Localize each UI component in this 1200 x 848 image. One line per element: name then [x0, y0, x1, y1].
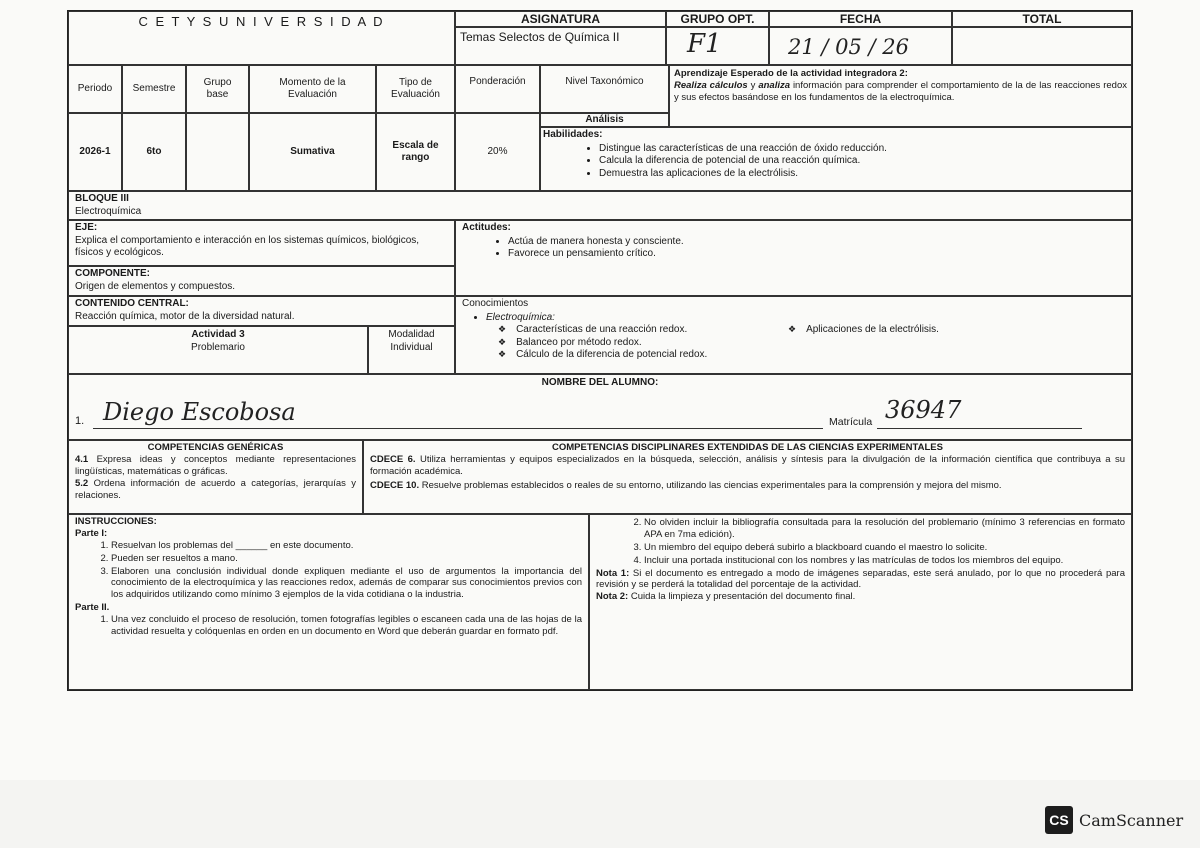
parte1-title: Parte I: [75, 527, 108, 539]
aprendizaje-cell [669, 65, 1132, 127]
cg2-code: 5.2 [75, 477, 89, 489]
grupo-base-value [186, 113, 249, 191]
semestre-value: 6to [122, 113, 186, 191]
periodo-label: Periodo [68, 65, 122, 113]
bloque-text: Electroquímica [75, 205, 142, 217]
asignatura-label: ASIGNATURA [520, 12, 601, 26]
matricula-value: 36947 [885, 396, 962, 424]
eje-cell [68, 220, 455, 266]
camscanner-watermark [1045, 806, 1183, 834]
habilidad-item: • Distingue las características de una reacción de óxido reducción. [599, 143, 1129, 156]
momento-label: Momento de la Evaluación [249, 65, 376, 113]
conocimiento-item: ❖ Cálculo de la diferencia de potencial redox. [498, 349, 788, 362]
actitudes-cell [455, 220, 1132, 296]
contenido-text: Reacción química, motor de la diversidad natural. [75, 310, 295, 322]
eje-title: EJE: [75, 222, 98, 233]
alumno-title: NOMBRE DEL ALUMNO: [541, 377, 659, 388]
conocimientos-cell [455, 296, 1132, 374]
university-cell [68, 11, 455, 65]
evaluation-form [67, 10, 1133, 691]
actividad-title: Actividad 3 [191, 329, 245, 340]
camscanner-logo: CS [1045, 806, 1073, 834]
grupo-label-cell [666, 11, 769, 27]
cd2-code: CDECE 10. [370, 479, 420, 491]
competencias-disciplinares-title: COMPETENCIAS DISCIPLINARES EXTENDIDAS DE LAS CIENCIAS EXPERIMENTALES [552, 442, 943, 453]
conocimiento-item: ❖ Características de una reacción redox. [498, 324, 788, 337]
nivel-value: Análisis [540, 113, 669, 127]
camscanner-text: CamScanner [1079, 810, 1184, 830]
actitudes-title: Actitudes: [462, 222, 511, 233]
aprendizaje-verb1: Realiza cálculos [674, 79, 748, 91]
eje-text: Explica el comportamiento e interacción en los sistemas químicos, biológicos, físicos y ecológicos. [75, 234, 420, 258]
actividad-name: Problemario [191, 341, 245, 353]
tipo-label: Tipo de Evaluación [376, 65, 455, 113]
cd1-code: CDECE 6. [370, 453, 416, 465]
actitud-item: • Actúa de manera honesta y consciente. [508, 236, 1125, 249]
parte2-title: Parte II. [75, 602, 110, 614]
parte1-item: 3. Elaboren una conclusión individual donde expliquen mediante el uso de argumentos la importancia del conocimiento de la electroquímica y las reacciones redox, además de comparar sus conocimientos previos con los adquiridos utilizando como mínimo 3 ejemplos de la vida cotidiana o la industria. [111, 566, 582, 602]
habilidad-item: • Calcula la diferencia de potencial de una reacción química. [599, 155, 1129, 168]
componente-cell [68, 266, 455, 296]
university-name: C E T Y S U N I V E R S I D A D [138, 14, 385, 29]
alumno-name-line [93, 428, 823, 429]
instruccion-item: 4. Incluir una portada institucional con los nombres y las matrículas de todos los miembros del equipo. [644, 555, 1125, 567]
cg1-text: Expresa ideas y conceptos mediante representaciones lingüísticas, matemáticas o gráficas. [75, 453, 356, 477]
parte2-item: 1. Una vez concluido el proceso de resolución, tomen fotografías legibles o escaneen cada una de las hojas de la actividad resuelta y colóquenlas en orden en un documento en Word que deberán guardar en formato pdf. [111, 614, 582, 638]
parte1-item: 1. Resuelvan los problemas del ______ en este documento. [111, 540, 582, 552]
competencias-genericas-title: COMPETENCIAS GENÉRICAS [147, 442, 284, 453]
cd1-text: Utiliza herramientas y equipos especializados en la búsqueda, selección, análisis y síntesis para la divulgación de la información científica que contribuya a su formación académica. [370, 453, 1125, 477]
aprendizaje-verb2: analiza [758, 79, 791, 91]
momento-value: Sumativa [249, 113, 376, 191]
nota2-label: Nota 2: [596, 591, 629, 603]
habilidades-cell [540, 127, 1132, 191]
total-label: TOTAL [1022, 12, 1062, 26]
modalidad-label: Modalidad [388, 329, 435, 340]
fecha-value: 21 / 05 / 26 [769, 27, 952, 65]
matricula-label: Matrícula [829, 416, 873, 428]
semestre-label: Semestre [122, 65, 186, 113]
nota1-text: Si el documento es entregado a modo de imágenes separadas, este será anulado, por lo que no procederá para revisión y se perderá la totalidad del porcentaje de la actividad. [596, 567, 1125, 591]
conocimientos-title: Conocimientos [462, 298, 529, 309]
tipo-value: Escala de rango [376, 113, 455, 191]
instrucciones-left-cell [68, 514, 589, 690]
grupo-base-label: Grupo base [186, 65, 249, 113]
instrucciones-right-cell [589, 514, 1132, 690]
parte1-item: 2. Pueden ser resueltos a mano. [111, 553, 582, 565]
modalidad-value: Individual [390, 341, 433, 353]
alumno-cell [68, 374, 1132, 440]
alumno-name: Diego Escobosa [103, 398, 296, 426]
aprendizaje-body: información para comprender el comportamiento de la de las reacciones redox y sus efectos basándose en los fundamentos de la electroquímica. [674, 79, 1127, 103]
grupo-value: F1 [666, 27, 769, 65]
contenido-title: CONTENIDO CENTRAL: [75, 298, 189, 309]
ponderacion-label: Ponderación [455, 65, 540, 113]
competencias-disciplinares-cell [363, 440, 1132, 514]
fecha-label-cell [769, 11, 952, 27]
contenido-cell [68, 296, 455, 326]
cd2-text: Resuelve problemas establecidos o reales de su entorno, utilizando las ciencias experimentales para la comprensión y mejora del mismo. [419, 479, 1002, 491]
aprendizaje-title: Aprendizaje Esperado de la actividad integradora 2: [674, 68, 908, 79]
instruccion-item: 3. Un miembro del equipo deberá subirlo a blackboard cuando el maestro lo solicite. [644, 542, 1125, 554]
conocimiento-item: ❖ Balanceo por método redox. [498, 337, 788, 350]
instruccion-item: 2. No olviden incluir la bibliografía consultada para la resolución del problemario (mínimo 3 referencias en formato APA en 7ma edición). [644, 517, 1125, 541]
habilidad-item: • Demuestra las aplicaciones de la electrólisis. [599, 168, 1129, 181]
asignatura-label-cell [455, 11, 666, 27]
aprendizaje-text [674, 80, 1127, 104]
cg1-code: 4.1 [75, 453, 89, 465]
alumno-num: 1. [75, 415, 85, 427]
nota1-label: Nota 1: [596, 567, 630, 579]
competencias-genericas-cell [68, 440, 363, 514]
componente-title: COMPONENTE: [75, 268, 150, 279]
total-value [952, 27, 1132, 65]
nota2-text: Cuida la limpieza y presentación del documento final. [628, 591, 856, 603]
habilidades-title: Habilidades: [543, 129, 603, 140]
bloque-title: BLOQUE III [75, 193, 129, 204]
fecha-label: FECHA [839, 12, 882, 26]
conocimientos-sub: Electroquímica: [486, 311, 555, 323]
actividad-cell [68, 326, 368, 374]
ponderacion-value: 20% [455, 113, 540, 191]
instrucciones-title: INSTRUCCIONES: [75, 516, 157, 527]
nivel-label: Nivel Taxonómico [540, 65, 669, 113]
conocimiento-item: ❖ Aplicaciones de la electrólisis. [788, 324, 939, 337]
total-label-cell [952, 11, 1132, 27]
bloque-cell [68, 191, 1132, 220]
componente-text: Origen de elementos y compuestos. [75, 280, 236, 292]
asignatura-value: Temas Selectos de Química II [455, 27, 666, 65]
matricula-line [877, 428, 1082, 429]
actitud-item: • Favorece un pensamiento crítico. [508, 248, 1125, 261]
modalidad-cell [368, 326, 455, 374]
periodo-value: 2026-1 [68, 113, 122, 191]
aprendizaje-mid: y [747, 79, 759, 91]
cg2-text: Ordena información de acuerdo a categorías, jerarquías y relaciones. [75, 477, 356, 501]
grupo-label: GRUPO OPT. [680, 12, 755, 26]
